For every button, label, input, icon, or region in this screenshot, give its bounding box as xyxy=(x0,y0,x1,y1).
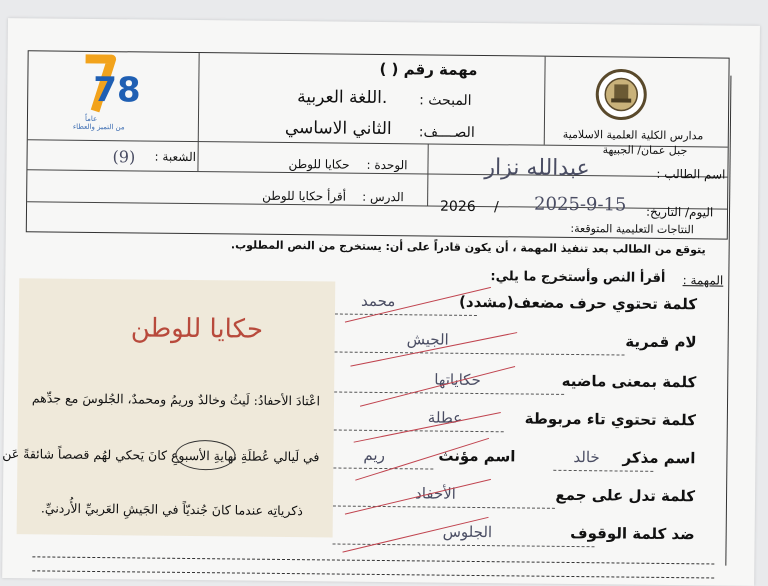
question-2: لام قمرية xyxy=(625,332,697,352)
question-3: كلمة بمعنى ماضيه xyxy=(561,371,697,392)
logo-caption: من التميز والعطاء xyxy=(72,122,125,132)
question-7: كلمة تدل على جمع xyxy=(555,485,696,506)
answer-line-1[interactable] xyxy=(335,314,477,316)
answer-6: ريم xyxy=(363,445,385,465)
unit-value: حكايا للوطن xyxy=(288,157,350,172)
answer-5: خالد xyxy=(573,448,600,467)
answer-7: الأحفاد xyxy=(414,484,457,503)
date-value: 2025-9-15 xyxy=(533,193,627,216)
unit-label: الوحدة : xyxy=(366,157,408,173)
grade-value: الثاني الاساسي xyxy=(284,117,392,140)
worksheet-page xyxy=(2,18,760,586)
passage-title: حكايا للوطن xyxy=(130,313,264,345)
question-4: كلمة تحتوي تاء مربوطة xyxy=(524,409,696,430)
passage-line-2: في لَيالي عُطلَةِ نهايةِ الأسبوعِ كانَ يَحكي لهُم قصصاً شائقةً عَن xyxy=(2,446,320,465)
answer-line-3[interactable] xyxy=(334,391,564,394)
section-value: (9) xyxy=(112,147,136,167)
student-label: اسم الطالب : xyxy=(656,166,726,182)
outcomes-text: يتوقع من الطالب بعد تنفيذ المهمة ، أن يكون قادراً على أن: يستخرج من النص المطلوب. xyxy=(230,238,706,257)
answer-line-2[interactable] xyxy=(335,352,625,356)
question-8: ضد كلمة الوقوف xyxy=(570,523,695,544)
question-6: اسم مؤنث xyxy=(438,446,516,466)
task-number: مهمة رقم ( ) xyxy=(379,59,478,79)
answer-line-5[interactable] xyxy=(553,470,653,472)
answer-line-4[interactable] xyxy=(334,429,504,432)
passage-line-1: اعْتادَ الأحفادُ: لَيثُ وخالدٌ وريمُ ومحمدٌ، الجُلوسَ مع جدِّهم xyxy=(31,390,321,409)
section-label: الشعبة : xyxy=(154,149,197,165)
answer-2: الجيش xyxy=(406,330,449,349)
answer-8: الجلوس xyxy=(442,522,493,542)
question-1: كلمة تحتوي حرف مضعف(مشدد) xyxy=(458,292,698,314)
answer-4: عطلة xyxy=(427,408,463,427)
outcomes-title: النتاجات التعليمية المتوقعة: xyxy=(570,221,694,237)
passage-clipping xyxy=(2,278,336,537)
passage-line-3: ذكرياتِه عندما كانَ جُنديّاً في الجَيشِ العَربيِّ الأُردنيِّ. xyxy=(40,500,303,519)
date-label: اليوم/ التاريخ: xyxy=(645,204,714,220)
lesson-label: الدرس : xyxy=(362,189,404,205)
logo-small: عاماً xyxy=(84,114,98,124)
school-emblem-icon xyxy=(595,68,648,121)
lesson-value: أقرأ حكايا للوطن xyxy=(262,188,347,204)
subject-value: .اللغة العربية xyxy=(297,87,388,109)
bottom-dashed-rule-2 xyxy=(32,570,714,578)
answer-1: محمد xyxy=(360,291,396,311)
question-5: اسم مذكر xyxy=(622,448,696,468)
circled-word xyxy=(175,440,235,471)
answer-3: حكاياتها xyxy=(434,370,481,390)
anniversary-logo xyxy=(71,53,144,132)
task-label: المهمة : xyxy=(682,273,724,288)
subject-label: المبحث : xyxy=(419,92,472,109)
year-value: 2026 xyxy=(439,198,476,215)
grade-label: الصــــف: xyxy=(418,124,475,141)
school-name: مدارس الكلية العلمية الاسلامية xyxy=(562,127,704,143)
answer-line-6[interactable] xyxy=(333,467,433,469)
school-branch: جبل عمان/ الجبيهة xyxy=(602,143,688,158)
bottom-dashed-rule xyxy=(32,556,714,564)
student-value: عبدالله نزار xyxy=(484,155,590,182)
logo-number: 78 xyxy=(93,69,141,111)
year-slash: / xyxy=(493,199,499,216)
task-instruction: أقرأ النص وأستخرج ما يلي: xyxy=(490,269,666,286)
